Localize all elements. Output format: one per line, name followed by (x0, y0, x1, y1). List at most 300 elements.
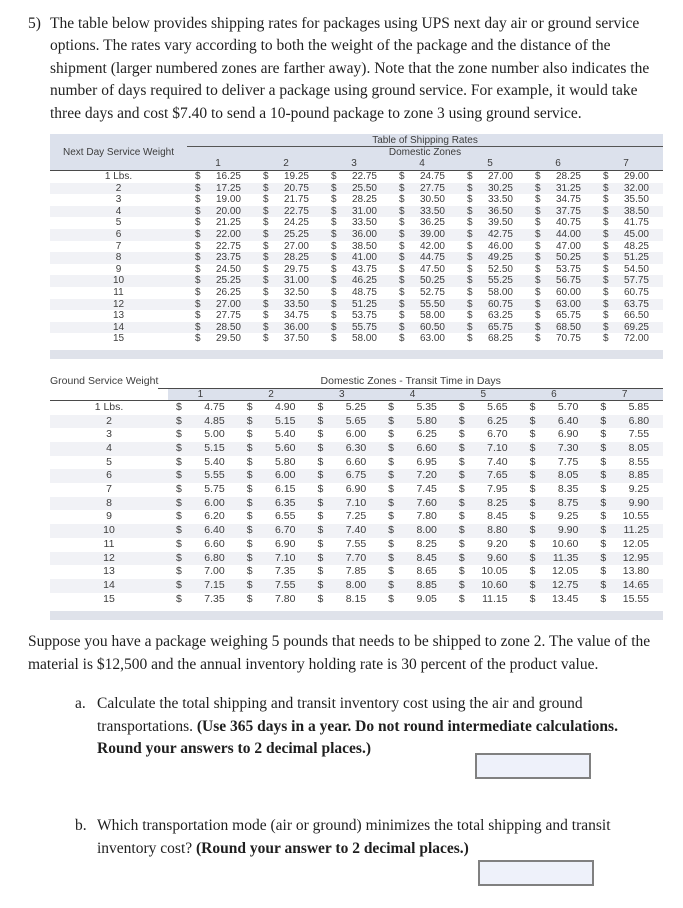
rate-value: 60.75 (623, 286, 649, 298)
rate-value: 9.60 (487, 551, 508, 564)
rate-cell (595, 241, 663, 253)
part-b-text-bold: (Round your answer to 2 decimal places.) (196, 839, 469, 857)
rate-cell (595, 299, 663, 311)
currency-symbol: $ (246, 428, 253, 441)
air-table-subtitle: Domestic Zones (388, 147, 462, 159)
rate-value: 7.65 (487, 469, 508, 482)
rate-cell (309, 579, 380, 593)
currency-symbol: $ (603, 310, 609, 322)
currency-symbol: $ (263, 229, 269, 240)
table-row (50, 593, 663, 607)
currency-symbol: $ (388, 537, 394, 550)
rate-value: 9.25 (628, 483, 650, 496)
weight-cell: 15 (112, 333, 125, 345)
currency-symbol: $ (458, 455, 465, 468)
rate-value: 34.75 (555, 194, 581, 206)
rate-value: 29.50 (215, 333, 241, 345)
rate-value: 7.55 (345, 537, 367, 550)
rate-cell (309, 456, 380, 470)
rate-cell (459, 171, 527, 183)
rate-value: 8.80 (487, 524, 508, 537)
rate-value: 8.15 (345, 592, 367, 605)
rate-value: 6.15 (275, 483, 296, 496)
currency-symbol: $ (535, 286, 541, 298)
table-row (50, 565, 663, 579)
air-table-header (50, 134, 663, 171)
currency-symbol: $ (529, 469, 536, 482)
currency-symbol: $ (529, 442, 536, 454)
weight-cell: 8 (115, 252, 122, 264)
rate-value: 19.00 (215, 194, 241, 206)
rate-cell (168, 483, 239, 497)
rate-value: 6.70 (487, 428, 508, 441)
rate-cell (391, 287, 459, 299)
rate-value: 66.50 (623, 310, 649, 322)
answer-b-input[interactable] (478, 860, 594, 886)
currency-symbol: $ (195, 194, 201, 206)
rate-value: 7.75 (557, 455, 579, 468)
rate-cell (595, 183, 663, 195)
currency-symbol: $ (263, 310, 269, 322)
zone-header-cell: 5 (480, 388, 487, 400)
rate-cell (592, 552, 663, 566)
rate-value: 8.35 (557, 483, 579, 496)
rate-value: 5.80 (275, 455, 296, 468)
rate-cell (255, 310, 323, 322)
rate-cell (168, 469, 239, 483)
table-row (50, 287, 663, 299)
currency-symbol: $ (399, 263, 405, 275)
rate-cell (592, 565, 663, 579)
currency-symbol: $ (603, 298, 609, 310)
part-b-marker: b. (75, 817, 87, 835)
currency-symbol: $ (195, 217, 201, 229)
rate-cell (187, 275, 255, 287)
part-b-text (97, 815, 665, 860)
currency-symbol: $ (535, 229, 541, 240)
rate-cell (522, 456, 593, 470)
rate-value: 33.50 (283, 298, 309, 310)
rate-value: 5.65 (345, 414, 367, 427)
rate-value: 23.75 (215, 252, 241, 264)
rate-value: 50.25 (555, 252, 581, 264)
currency-symbol: $ (399, 229, 405, 240)
rate-cell (239, 538, 310, 552)
weight-cell: 13 (103, 565, 115, 578)
rate-cell (595, 310, 663, 322)
table-row (50, 206, 663, 218)
table-row (50, 229, 663, 241)
currency-symbol: $ (467, 310, 473, 322)
rate-cell (595, 217, 663, 229)
weight-cell: 4 (115, 205, 122, 217)
zone-header-cell: 7 (623, 158, 629, 170)
rate-cell (255, 183, 323, 195)
rate-value: 6.80 (628, 414, 650, 427)
currency-symbol: $ (331, 194, 337, 206)
rate-cell (391, 252, 459, 264)
currency-symbol: $ (317, 428, 324, 441)
rate-cell (459, 275, 527, 287)
rate-value: 25.50 (351, 182, 377, 194)
currency-symbol: $ (399, 194, 405, 206)
table-row (50, 194, 663, 206)
rate-cell (239, 469, 310, 483)
rate-cell (592, 442, 663, 456)
rate-cell (592, 401, 663, 415)
air-zone-header-row (187, 158, 663, 170)
rate-cell (391, 264, 459, 276)
currency-symbol: $ (246, 400, 253, 413)
currency-symbol: $ (529, 455, 536, 468)
currency-symbol: $ (317, 469, 324, 482)
ground-table-title: Domestic Zones - Transit Time in Days (158, 375, 663, 389)
currency-symbol: $ (467, 333, 473, 345)
rate-cell (168, 524, 239, 538)
rate-cell (391, 275, 459, 287)
currency-symbol: $ (467, 298, 473, 310)
currency-symbol: $ (331, 240, 337, 252)
currency-symbol: $ (195, 263, 201, 275)
rate-value: 6.90 (557, 428, 579, 441)
rate-cell (323, 217, 391, 229)
rate-value: 41.00 (351, 252, 377, 264)
rate-cell (391, 183, 459, 195)
zone-header-cell: 1 (197, 388, 204, 400)
rate-cell (459, 206, 527, 218)
rate-cell (380, 469, 451, 483)
currency-symbol: $ (399, 321, 405, 333)
currency-symbol: $ (603, 321, 609, 333)
problem-number: 5) (28, 15, 41, 32)
rate-value: 47.00 (555, 240, 581, 252)
table-row (50, 524, 663, 538)
currency-symbol: $ (263, 286, 269, 298)
rate-cell (451, 428, 522, 442)
currency-symbol: $ (176, 455, 182, 468)
currency-symbol: $ (246, 455, 253, 468)
rate-value: 17.25 (215, 182, 241, 194)
rate-value: 27.00 (487, 171, 513, 183)
rate-value: 5.75 (204, 483, 225, 496)
weight-cell: 10 (103, 524, 115, 537)
currency-symbol: $ (176, 510, 182, 523)
rate-value: 8.75 (557, 496, 579, 509)
currency-symbol: $ (195, 333, 201, 345)
rate-cell (459, 252, 527, 264)
rate-cell (391, 194, 459, 206)
currency-symbol: $ (176, 592, 182, 605)
rate-value: 6.00 (345, 428, 367, 441)
rate-value: 41.75 (623, 217, 649, 229)
rate-cell (255, 217, 323, 229)
rate-cell (309, 524, 380, 538)
currency-symbol: $ (467, 182, 473, 194)
table-row (50, 442, 663, 456)
rate-value: 29.00 (623, 171, 649, 183)
rate-value: 43.75 (351, 263, 377, 275)
rate-value: 9.25 (557, 510, 579, 523)
problem-intro-text: The table below provides shipping rates for packages using UPS next day air or ground service options. The rates vary according to both the weight of the package and the distance of the shipment (larger numbered zones are farther away). Note that the zone number also indicates the number of days required to deliver a package using ground service. For example, it would take three days and cost $7.40 to send a 10-pound package to zone 3 using ground service. (50, 15, 650, 122)
currency-symbol: $ (246, 510, 253, 523)
currency-symbol: $ (529, 551, 536, 564)
rate-value: 8.05 (557, 469, 579, 482)
currency-symbol: $ (458, 551, 465, 564)
currency-symbol: $ (399, 310, 405, 322)
problem-statement (28, 13, 665, 125)
currency-symbol: $ (399, 252, 405, 264)
air-row-header: Next Day Service Weight (63, 146, 174, 158)
rate-cell (522, 401, 593, 415)
rate-cell (168, 497, 239, 511)
table-row (50, 241, 663, 253)
rate-value: 6.40 (557, 414, 579, 427)
rate-value: 14.65 (622, 578, 650, 591)
currency-symbol: $ (600, 442, 607, 454)
currency-symbol: $ (317, 510, 324, 523)
rate-cell (323, 287, 391, 299)
currency-symbol: $ (176, 537, 182, 550)
rate-cell (522, 497, 593, 511)
rate-value: 53.75 (555, 263, 581, 275)
rate-cell (592, 469, 663, 483)
currency-symbol: $ (317, 442, 324, 454)
rate-value: 58.00 (487, 286, 513, 298)
rate-value: 65.75 (487, 321, 513, 333)
currency-symbol: $ (317, 483, 324, 496)
rate-cell (239, 428, 310, 442)
currency-symbol: $ (195, 310, 201, 322)
rate-cell (380, 456, 451, 470)
rate-value: 7.10 (487, 442, 508, 454)
rate-cell (592, 593, 663, 607)
currency-symbol: $ (529, 428, 536, 441)
rate-cell (255, 206, 323, 218)
rate-cell (187, 310, 255, 322)
rate-value: 55.50 (419, 298, 445, 310)
currency-symbol: $ (246, 578, 253, 591)
weight-cell: 13 (112, 310, 125, 322)
rate-value: 48.25 (623, 240, 649, 252)
weight-cell: 8 (106, 496, 112, 509)
air-table-body (50, 171, 663, 345)
currency-symbol: $ (388, 510, 394, 523)
rate-cell (522, 469, 593, 483)
rate-value: 31.00 (283, 275, 309, 287)
ground-table-body (50, 401, 663, 606)
table-row (50, 333, 663, 345)
table-row (50, 483, 663, 497)
rate-cell (527, 333, 595, 345)
currency-symbol: $ (529, 565, 536, 578)
rate-value: 4.75 (204, 400, 225, 413)
rate-cell (380, 428, 451, 442)
rate-value: 8.65 (416, 565, 437, 578)
weight-cell: 11 (103, 537, 115, 550)
table-row (50, 183, 663, 195)
rate-value: 25.25 (215, 275, 241, 287)
rate-cell (323, 171, 391, 183)
rate-value: 5.55 (204, 469, 225, 482)
rate-cell (168, 428, 239, 442)
ground-table-header (50, 375, 663, 389)
rate-cell (527, 194, 595, 206)
rate-cell (168, 565, 239, 579)
rate-cell (168, 552, 239, 566)
currency-symbol: $ (535, 298, 541, 310)
rate-cell (391, 299, 459, 311)
currency-symbol: $ (535, 205, 541, 217)
table-row (50, 456, 663, 470)
currency-symbol: $ (176, 524, 182, 537)
table-row (50, 171, 663, 183)
question-part-b (28, 815, 665, 897)
rate-value: 31.00 (351, 205, 377, 217)
rate-cell (187, 287, 255, 299)
rate-cell (239, 456, 310, 470)
rate-value: 5.40 (204, 455, 225, 468)
rate-cell (187, 333, 255, 345)
rate-cell (187, 241, 255, 253)
rate-cell (239, 483, 310, 497)
currency-symbol: $ (388, 592, 394, 605)
weight-cell: 5 (106, 455, 112, 468)
rate-value: 57.75 (623, 275, 649, 287)
rate-cell (592, 428, 663, 442)
rate-cell (309, 401, 380, 415)
currency-symbol: $ (535, 310, 541, 322)
zone-header-cell: 4 (419, 158, 425, 170)
weight-cell: 12 (103, 551, 115, 564)
currency-symbol: $ (317, 592, 324, 605)
rate-cell (527, 217, 595, 229)
rate-value: 36.50 (487, 205, 513, 217)
rate-cell (323, 310, 391, 322)
rate-value: 7.10 (275, 551, 296, 564)
rate-value: 5.60 (275, 442, 296, 454)
rate-cell (451, 442, 522, 456)
weight-cell: 5 (115, 217, 122, 229)
rate-value: 36.00 (351, 229, 377, 240)
rate-value: 6.75 (345, 469, 367, 482)
rate-value: 6.60 (204, 537, 225, 550)
rate-value: 33.50 (351, 217, 377, 229)
currency-symbol: $ (600, 400, 607, 413)
rate-cell (451, 483, 522, 497)
rate-cell (323, 183, 391, 195)
rate-value: 25.25 (283, 229, 309, 240)
currency-symbol: $ (603, 182, 609, 194)
rate-value: 6.35 (275, 496, 296, 509)
weight-cell: 14 (112, 321, 125, 333)
rate-value: 53.75 (351, 310, 377, 322)
currency-symbol: $ (331, 321, 337, 333)
currency-symbol: $ (176, 565, 182, 578)
rate-cell (391, 322, 459, 334)
currency-symbol: $ (600, 592, 607, 605)
rate-cell (451, 469, 522, 483)
rate-cell (323, 333, 391, 345)
table-row (50, 401, 663, 415)
currency-symbol: $ (535, 240, 541, 252)
rate-cell (459, 287, 527, 299)
rate-value: 46.00 (487, 240, 513, 252)
weight-cell: 1 Lbs. (94, 400, 124, 413)
currency-symbol: $ (388, 442, 394, 454)
air-table-bottom-strip (50, 350, 663, 359)
rate-value: 49.25 (487, 252, 513, 264)
rate-value: 60.75 (487, 298, 513, 310)
rate-cell (592, 456, 663, 470)
weight-cell: 2 (115, 182, 122, 194)
rate-cell (380, 538, 451, 552)
rate-value: 38.50 (623, 205, 649, 217)
rate-value: 8.05 (628, 442, 650, 454)
rate-value: 29.75 (283, 263, 309, 275)
rate-value: 7.45 (416, 483, 437, 496)
currency-symbol: $ (529, 578, 536, 591)
rate-value: 6.40 (204, 524, 225, 537)
answer-a-input[interactable] (475, 753, 591, 779)
currency-symbol: $ (529, 483, 536, 496)
rate-cell (592, 538, 663, 552)
currency-symbol: $ (263, 194, 269, 206)
currency-symbol: $ (176, 551, 182, 564)
currency-symbol: $ (535, 321, 541, 333)
rate-value: 6.90 (275, 537, 296, 550)
currency-symbol: $ (467, 240, 473, 252)
weight-cell: 3 (106, 428, 112, 441)
currency-symbol: $ (263, 182, 269, 194)
currency-symbol: $ (176, 496, 182, 509)
rate-value: 63.00 (419, 333, 445, 345)
rate-value: 9.05 (416, 592, 437, 605)
rate-cell (595, 287, 663, 299)
rate-cell (309, 510, 380, 524)
rate-value: 63.00 (555, 298, 581, 310)
rate-value: 50.25 (419, 275, 445, 287)
currency-symbol: $ (246, 469, 253, 482)
rate-value: 34.75 (283, 310, 309, 322)
rate-value: 51.25 (623, 252, 649, 264)
currency-symbol: $ (535, 182, 541, 194)
rate-value: 28.25 (283, 252, 309, 264)
rate-cell (187, 194, 255, 206)
currency-symbol: $ (317, 414, 324, 427)
rate-cell (168, 456, 239, 470)
currency-symbol: $ (176, 442, 182, 454)
currency-symbol: $ (603, 205, 609, 217)
rate-cell (239, 593, 310, 607)
rate-value: 32.00 (623, 182, 649, 194)
currency-symbol: $ (458, 428, 465, 441)
weight-cell: 3 (115, 194, 122, 206)
currency-symbol: $ (529, 414, 536, 427)
rate-value: 9.20 (487, 537, 508, 550)
rate-cell (380, 442, 451, 456)
rate-cell (239, 565, 310, 579)
currency-symbol: $ (458, 510, 465, 523)
rate-cell (239, 497, 310, 511)
currency-symbol: $ (331, 333, 337, 345)
rate-cell (451, 524, 522, 538)
rate-cell (527, 322, 595, 334)
rate-value: 33.50 (419, 205, 445, 217)
rate-cell (187, 264, 255, 276)
rate-cell (187, 299, 255, 311)
currency-symbol: $ (246, 414, 253, 427)
rate-cell (595, 275, 663, 287)
